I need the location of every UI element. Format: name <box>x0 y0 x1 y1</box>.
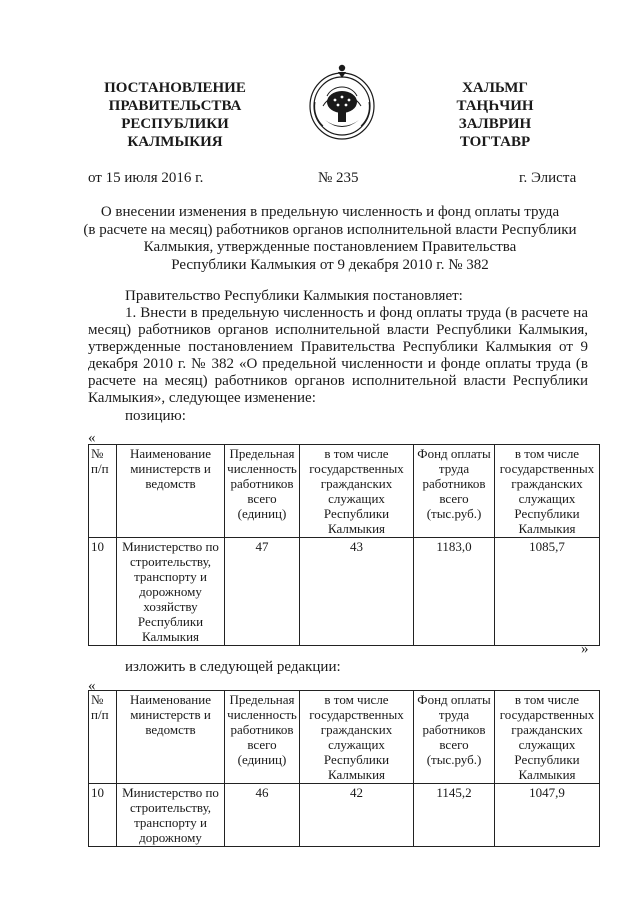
cell-civil-servants: 43 <box>300 538 414 646</box>
header-cell: в том числе государственных гражданских служащих Республики Калмыкия <box>300 691 414 784</box>
cell-civil-payroll: 1047,9 <box>495 784 600 847</box>
header-cell: Фонд оплаты труда работников всего (тыс.руб.) <box>414 445 495 538</box>
issuer-line: ЗАЛВРИН <box>458 116 532 132</box>
document-body <box>88 288 588 425</box>
issuer-line: ХАЛЬМГ <box>462 80 528 96</box>
header-cell: № п/п <box>89 691 117 784</box>
issuer-line: ПОСТАНОВЛЕНИЕ <box>104 80 246 96</box>
cell-civil-servants: 42 <box>300 784 414 847</box>
issuer-name-kalmyk <box>440 79 550 151</box>
issuer-line: ТОГТАВР <box>459 134 531 150</box>
document-title <box>80 204 580 274</box>
issuer-line: КАЛМЫКИЯ <box>127 134 223 150</box>
open-quote: « <box>88 678 96 694</box>
title-line: Калмыкия, утвержденные постановлением Правительства <box>143 239 517 255</box>
position-label: позицию: <box>125 408 186 424</box>
cell-payroll: 1183,0 <box>414 538 495 646</box>
header-cell: № п/п <box>89 445 117 538</box>
header-cell: в том числе государственных гражданских служащих Республики Калмыкия <box>495 691 600 784</box>
header-cell: Предельная численность работников всего (единиц) <box>225 445 300 538</box>
header-cell: Наименование министерств и ведомств <box>117 691 225 784</box>
close-quote: » <box>581 641 589 657</box>
table-header-row <box>89 691 600 784</box>
header-cell: в том числе государственных гражданских служащих Республики Калмыкия <box>300 445 414 538</box>
intro-text: Правительство Республики Калмыкия постановляет: <box>125 288 463 304</box>
kalmykia-emblem-icon <box>307 62 377 142</box>
header-cell: Предельная численность работников всего (единиц) <box>225 691 300 784</box>
cell-headcount: 46 <box>225 784 300 847</box>
position-table-new <box>88 690 600 847</box>
table-row <box>89 784 600 847</box>
document-city: г. Элиста <box>519 170 577 186</box>
cell-ministry: Министерство по строительству, транспорту и дорожному хозяйству Республики Калмыкия <box>117 538 225 646</box>
restate-label: изложить в следующей редакции: <box>125 659 341 675</box>
title-line: Республики Калмыкия от 9 декабря 2010 г. № 382 <box>171 256 489 273</box>
cell-number: 10 <box>89 538 117 646</box>
issuer-line: ТАҢҺЧИН <box>456 98 534 114</box>
issuer-line: ПРАВИТЕЛЬСТВА <box>108 98 242 114</box>
table-row <box>89 538 600 646</box>
header-cell: Наименование министерств и ведомств <box>117 445 225 538</box>
issuer-line: РЕСПУБЛИКИ <box>121 116 229 132</box>
header-cell: в том числе государственных гражданских служащих Республики Калмыкия <box>495 445 600 538</box>
cell-headcount: 47 <box>225 538 300 646</box>
paragraph-1: 1. Внести в предельную численность и фонд оплаты труда (в расчете на месяц) работников органов исполнительной власти Республики Калмыкия, утвержденные постановлением Правительства Республики Калмыкия от 9 декабря 2010 г. № 382 «О предельной численности и фонде оплаты труда (в расчете на месяц) работников органов исполнительной власти Республики Калмыкия», следующее изменение: <box>88 305 588 406</box>
open-quote: « <box>88 430 96 446</box>
header-cell: Фонд оплаты труда работников всего (тыс.руб.) <box>414 691 495 784</box>
issuer-name-russian <box>75 79 275 151</box>
cell-payroll: 1145,2 <box>414 784 495 847</box>
title-line: О внесении изменения в предельную численность и фонд оплаты труда <box>100 204 560 220</box>
document-date: от 15 июля 2016 г. <box>88 170 204 186</box>
position-table-old <box>88 444 600 646</box>
cell-civil-payroll: 1085,7 <box>495 538 600 646</box>
document-number: № 235 <box>318 170 359 186</box>
cell-ministry: Министерство по строительству, транспорту и дорожному <box>117 784 225 847</box>
table-header-row <box>89 445 600 538</box>
title-line: (в расчете на месяц) работников органов исполнительной власти Республики <box>83 221 577 238</box>
cell-number: 10 <box>89 784 117 847</box>
